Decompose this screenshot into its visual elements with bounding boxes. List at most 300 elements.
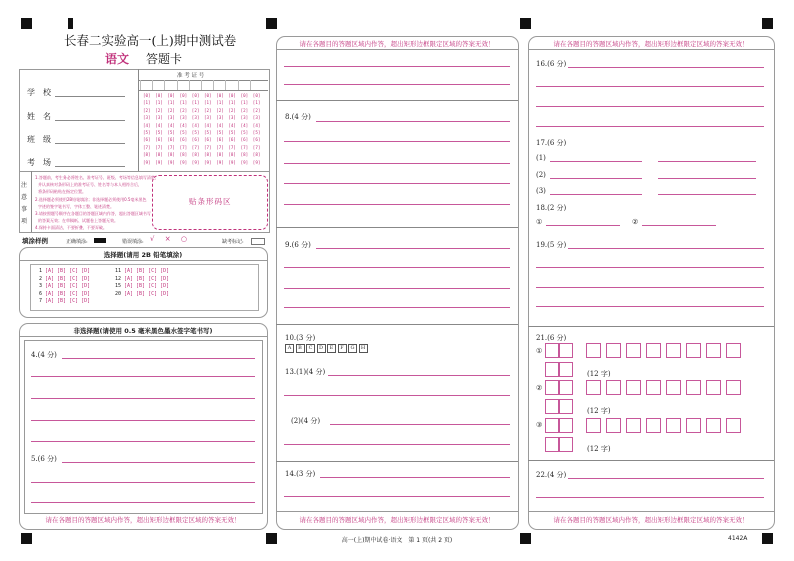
exam-digit-bubble[interactable]: [3] bbox=[216, 115, 224, 121]
exam-digit-bubble[interactable]: [0] bbox=[216, 93, 224, 98]
exam-digit-bubble[interactable]: [1] bbox=[240, 100, 249, 106]
answer-line[interactable] bbox=[62, 358, 255, 359]
exam-digit-bubble[interactable]: [3] bbox=[204, 115, 212, 121]
choice-number: 15 bbox=[115, 283, 122, 289]
q10-option-box[interactable]: D bbox=[317, 344, 326, 353]
exam-digit-bubble[interactable]: [4] bbox=[143, 122, 151, 128]
exam-digit-bubble[interactable]: [0] bbox=[155, 93, 163, 98]
choice-options[interactable]: [A] [B] [C] [D] bbox=[45, 275, 91, 282]
answer-line[interactable] bbox=[284, 496, 510, 497]
choice-number: 3 bbox=[39, 283, 43, 289]
char-box[interactable] bbox=[586, 343, 601, 358]
cross-icon: × bbox=[164, 235, 171, 243]
exam-digit-bubble[interactable]: [5] bbox=[204, 130, 212, 135]
notice-line: 1.答题前，考生务必将姓名、准考证号、班级、考场等信息填写清楚， bbox=[35, 175, 159, 180]
exam-digit-bubble[interactable]: [3] bbox=[143, 115, 151, 121]
exam-digit-bubble[interactable]: [5] bbox=[216, 130, 224, 135]
correct-fill-sample bbox=[94, 238, 106, 243]
question-19: 19.(5 分) bbox=[536, 241, 567, 249]
exam-digit-bubble[interactable]: [4] bbox=[204, 122, 212, 128]
q18-sub-2: ② bbox=[632, 218, 639, 226]
field-class: 班 级 bbox=[27, 135, 51, 144]
exam-digit-bubble[interactable]: [6] bbox=[167, 137, 175, 143]
exam-number-column-divider bbox=[213, 80, 214, 90]
circle-icon: ○ bbox=[180, 235, 187, 243]
answer-line[interactable] bbox=[284, 267, 510, 268]
choice-number: 11 bbox=[115, 268, 122, 274]
exam-digit-bubble[interactable]: [0] bbox=[228, 93, 236, 98]
exam-digit-bubble[interactable]: [5] bbox=[240, 130, 249, 135]
exam-digit-bubble[interactable]: [4] bbox=[216, 122, 224, 128]
char-box[interactable] bbox=[686, 380, 701, 395]
char-box[interactable] bbox=[666, 343, 681, 358]
answer-line[interactable] bbox=[31, 482, 255, 483]
wrong-fill-samples bbox=[150, 235, 187, 243]
answer-line[interactable] bbox=[536, 497, 764, 498]
answer-line[interactable] bbox=[536, 106, 764, 107]
answer-line[interactable] bbox=[31, 376, 255, 377]
answer-line[interactable] bbox=[658, 178, 756, 179]
exam-digit-bubble[interactable]: [1] bbox=[143, 100, 151, 106]
divider bbox=[31, 171, 32, 232]
char-box[interactable] bbox=[646, 380, 661, 395]
answer-line[interactable] bbox=[284, 66, 510, 67]
answer-line[interactable] bbox=[658, 161, 756, 162]
q21-count-2: (12 字) bbox=[587, 407, 611, 415]
notice-line: 并认真核对条形码上的准考证号、姓名等与本人相符合后， bbox=[38, 182, 142, 188]
answer-line[interactable] bbox=[536, 86, 764, 87]
answer-line[interactable] bbox=[546, 225, 620, 226]
question-10: 10.(3 分) bbox=[285, 334, 316, 342]
registration-mark bbox=[266, 533, 277, 544]
exam-digit-bubble[interactable]: [7] bbox=[155, 144, 163, 150]
exam-digit-bubble[interactable]: [4] bbox=[179, 122, 188, 128]
answer-box bbox=[24, 340, 263, 514]
exam-digit-bubble[interactable]: [2] bbox=[179, 107, 188, 113]
exam-digit-bubble[interactable]: [8] bbox=[228, 152, 236, 158]
exam-digit-bubble[interactable]: [5] bbox=[228, 130, 236, 135]
exam-digit-bubble[interactable]: [0] bbox=[204, 93, 212, 98]
answer-line[interactable] bbox=[62, 462, 255, 463]
registration-mark bbox=[21, 533, 32, 544]
answer-line[interactable] bbox=[31, 441, 255, 442]
notice-line: 2.选择题必须使用2B铅笔填涂；非选择题必须使用0.5毫米黑色 bbox=[35, 196, 147, 202]
warning-text: 请在各题目的答题区域内作答，超出矩形边框限定区域的答案无效！ bbox=[299, 40, 495, 48]
exam-digit-bubble[interactable]: [9] bbox=[191, 159, 200, 165]
q10-option-box[interactable]: H bbox=[359, 344, 368, 353]
exam-digit-bubble[interactable]: [5] bbox=[179, 130, 188, 135]
exam-digit-bubble[interactable]: [8] bbox=[216, 152, 224, 158]
answer-line[interactable] bbox=[568, 478, 764, 479]
char-box[interactable] bbox=[666, 380, 681, 395]
answer-line[interactable] bbox=[330, 424, 510, 425]
class-input-line[interactable] bbox=[55, 143, 125, 144]
char-box[interactable] bbox=[726, 418, 741, 433]
question-13-2: (2)(4 分) bbox=[291, 417, 321, 425]
answer-line[interactable] bbox=[550, 194, 642, 195]
choice-number: 12 bbox=[115, 275, 122, 282]
exam-digit-bubble[interactable]: [7] bbox=[216, 144, 224, 150]
exam-digit-bubble[interactable]: [5] bbox=[191, 130, 200, 135]
exam-digit-bubble[interactable]: [7] bbox=[191, 144, 200, 150]
exam-digit-bubble[interactable]: [8] bbox=[155, 152, 163, 158]
exam-digit-bubble[interactable]: [7] bbox=[143, 144, 151, 150]
char-box[interactable] bbox=[586, 418, 601, 433]
exam-number-column-divider bbox=[250, 80, 251, 90]
room-input-line[interactable] bbox=[55, 166, 125, 167]
choice-number: 1 bbox=[39, 268, 43, 274]
char-box[interactable] bbox=[686, 343, 701, 358]
char-box[interactable] bbox=[626, 380, 641, 395]
exam-digit-bubble[interactable]: [7] bbox=[167, 144, 175, 150]
exam-digit-bubble[interactable]: [6] bbox=[179, 137, 188, 143]
char-box[interactable] bbox=[706, 380, 721, 395]
char-box[interactable] bbox=[606, 380, 621, 395]
exam-no-label: 准 考 证 号 bbox=[177, 73, 205, 79]
exam-number-column-divider bbox=[177, 80, 178, 90]
exam-digit-bubble[interactable]: [5] bbox=[143, 130, 151, 135]
divider bbox=[138, 80, 268, 81]
exam-digit-bubble[interactable]: [0] bbox=[252, 93, 261, 98]
answer-line[interactable] bbox=[536, 126, 764, 127]
char-box[interactable] bbox=[706, 343, 721, 358]
char-box[interactable] bbox=[686, 418, 701, 433]
question-22: 22.(4 分) bbox=[536, 471, 567, 479]
divider bbox=[276, 461, 518, 462]
answer-line[interactable] bbox=[284, 288, 510, 289]
char-box[interactable] bbox=[558, 362, 573, 377]
exam-digit-bubble[interactable]: [9] bbox=[204, 159, 212, 165]
notice-label: 注意事项 bbox=[21, 182, 28, 225]
question-14: 14.(3 分) bbox=[285, 470, 316, 478]
card-title: 答题卡 bbox=[146, 52, 183, 66]
question-16: 16.(6 分) bbox=[536, 60, 567, 68]
divider bbox=[528, 326, 774, 327]
divider bbox=[276, 227, 518, 228]
exam-digit-bubble[interactable]: [9] bbox=[228, 159, 236, 165]
exam-digit-bubble[interactable]: [0] bbox=[143, 93, 151, 98]
divider bbox=[138, 69, 139, 171]
exam-digit-bubble[interactable]: [0] bbox=[167, 93, 175, 98]
q10-option-box[interactable]: E bbox=[327, 344, 336, 353]
answer-line[interactable] bbox=[31, 398, 255, 399]
exam-digit-bubble[interactable]: [2] bbox=[155, 107, 163, 113]
char-box[interactable] bbox=[586, 380, 601, 395]
registration-mark bbox=[762, 533, 773, 544]
exam-digit-bubble[interactable]: [8] bbox=[167, 152, 175, 158]
divider bbox=[528, 49, 774, 50]
barcode-label: 贴条形码区 bbox=[189, 197, 232, 206]
notice-line: 4.保持卡面清洁，不要折叠，不要弄破。 bbox=[35, 225, 107, 231]
divider bbox=[276, 324, 518, 325]
choice-options[interactable]: [A] [B] [C] [D] bbox=[45, 290, 91, 297]
exam-digit-bubble[interactable]: [1] bbox=[228, 100, 236, 106]
registration-mark bbox=[266, 18, 277, 29]
exam-digit-bubble[interactable]: [9] bbox=[216, 159, 224, 165]
char-box[interactable] bbox=[558, 437, 573, 452]
exam-digit-bubble[interactable]: [3] bbox=[155, 115, 163, 121]
exam-digit-bubble[interactable]: [3] bbox=[228, 115, 236, 121]
exam-number-column-divider bbox=[164, 80, 165, 90]
q17-sub-1: (1) bbox=[536, 154, 546, 162]
answer-line[interactable] bbox=[284, 141, 510, 142]
choice-number: 2 bbox=[39, 275, 43, 282]
char-box[interactable] bbox=[726, 343, 741, 358]
exam-digit-bubble[interactable]: [1] bbox=[191, 100, 200, 106]
field-room: 考 场 bbox=[27, 158, 51, 167]
warning-text: 请在各题目的答题区域内作答，超出矩形边框限定区域的答案无效！ bbox=[553, 40, 749, 48]
wrong-fill-label: 错误填涂: bbox=[122, 239, 144, 245]
exam-digit-bubble[interactable]: [1] bbox=[204, 100, 212, 106]
char-box[interactable] bbox=[706, 418, 721, 433]
q21-sub-1: ① bbox=[536, 347, 543, 355]
exam-digit-bubble[interactable]: [5] bbox=[252, 130, 261, 135]
exam-number-column-divider bbox=[140, 80, 141, 90]
exam-digit-bubble[interactable]: [8] bbox=[204, 152, 212, 158]
answer-line[interactable] bbox=[642, 225, 716, 226]
q21-count-3: (12 字) bbox=[587, 445, 611, 453]
char-box[interactable] bbox=[726, 380, 741, 395]
registration-mark bbox=[520, 18, 531, 29]
fill-sample-label: 填涂样例 bbox=[22, 237, 48, 245]
char-box[interactable] bbox=[666, 418, 681, 433]
exam-digit-bubble[interactable]: [6] bbox=[204, 137, 212, 143]
divider bbox=[19, 260, 267, 261]
exam-digit-bubble[interactable]: [7] bbox=[204, 144, 212, 150]
subject-title: 语文 bbox=[105, 52, 130, 66]
exam-number-column-divider bbox=[238, 80, 239, 90]
exam-digit-bubble[interactable]: [3] bbox=[167, 115, 175, 121]
q10-option-box[interactable]: B bbox=[296, 344, 305, 353]
q17-sub-2: (2) bbox=[536, 171, 546, 179]
question-5: 5.(6 分) bbox=[31, 455, 57, 463]
exam-digit-bubble[interactable]: [3] bbox=[179, 115, 188, 121]
school-input-line[interactable] bbox=[55, 96, 125, 97]
choice-options[interactable]: [A] [B] [C] [D] bbox=[45, 298, 91, 304]
answer-line[interactable] bbox=[316, 248, 510, 249]
exam-digit-bubble[interactable]: [9] bbox=[252, 159, 261, 165]
exam-digit-bubble[interactable]: [0] bbox=[240, 93, 249, 98]
q18-sub-1: ① bbox=[536, 218, 543, 226]
divider bbox=[276, 100, 518, 101]
exam-digit-bubble[interactable]: [2] bbox=[143, 107, 151, 113]
question-13-1: 13.(1)(4 分) bbox=[285, 368, 326, 376]
exam-number-column-divider bbox=[152, 80, 153, 90]
choice-options[interactable]: [A] [B] [C] [D] bbox=[124, 275, 170, 282]
exam-digit-bubble[interactable]: [9] bbox=[155, 159, 163, 165]
choice-title: 选择题(请用 2B 铅笔填涂) bbox=[103, 251, 183, 259]
choice-number: 6 bbox=[39, 290, 43, 297]
exam-digit-bubble[interactable]: [4] bbox=[252, 122, 261, 128]
answer-line[interactable] bbox=[320, 477, 510, 478]
exam-digit-bubble[interactable]: [7] bbox=[228, 144, 236, 150]
char-box[interactable] bbox=[558, 343, 573, 358]
warning-text: 请在各题目的答题区域内作答，超出矩形边框限定区域的答案无效！ bbox=[45, 516, 241, 524]
registration-mark bbox=[762, 18, 773, 29]
exam-digit-bubble[interactable]: [7] bbox=[179, 144, 188, 150]
answer-line[interactable] bbox=[536, 287, 764, 288]
check-icon: √ bbox=[150, 235, 155, 243]
choice-number: 20 bbox=[115, 290, 122, 297]
exam-digit-bubble[interactable]: [2] bbox=[252, 107, 261, 113]
choice-options[interactable]: [A] [B] [C] [D] bbox=[124, 283, 170, 289]
notice-line: 的答案无效；在草稿纸、试题卷上答题无效。 bbox=[38, 218, 118, 224]
exam-number-column-divider bbox=[225, 80, 226, 90]
answer-line[interactable] bbox=[568, 67, 764, 68]
exam-digit-bubble[interactable]: [8] bbox=[240, 152, 249, 158]
char-box[interactable] bbox=[558, 380, 573, 395]
divider bbox=[138, 90, 268, 91]
divider bbox=[276, 511, 518, 512]
exam-digit-bubble[interactable]: [6] bbox=[155, 137, 163, 143]
exam-digit-bubble[interactable]: [8] bbox=[143, 152, 151, 158]
column-3-panel bbox=[528, 36, 775, 530]
char-box[interactable] bbox=[646, 418, 661, 433]
exam-digit-bubble[interactable]: [3] bbox=[191, 115, 200, 121]
exam-digit-bubble[interactable]: [0] bbox=[179, 93, 188, 98]
answer-line[interactable] bbox=[658, 194, 756, 195]
exam-digit-bubble[interactable]: [8] bbox=[179, 152, 188, 158]
answer-line[interactable] bbox=[284, 307, 510, 308]
school-exam-title: 长春二实验高一(上)期中测试卷 bbox=[64, 33, 237, 48]
exam-digit-bubble[interactable]: [1] bbox=[167, 100, 175, 106]
correct-fill-label: 正确填涂: bbox=[66, 239, 88, 245]
notice-line: 将条形码粘贴在指定位置。 bbox=[38, 189, 86, 195]
char-box[interactable] bbox=[606, 418, 621, 433]
exam-digit-bubble[interactable]: [2] bbox=[167, 107, 175, 113]
answer-line[interactable] bbox=[328, 375, 510, 376]
choice-options[interactable]: [A] [B] [C] [D] bbox=[45, 268, 91, 274]
choice-options[interactable]: [A] [B] [C] [D] bbox=[124, 268, 170, 274]
exam-digit-bubble[interactable]: [4] bbox=[167, 122, 175, 128]
question-21: 21.(6 分) bbox=[536, 334, 567, 342]
char-box[interactable] bbox=[646, 343, 661, 358]
answer-line[interactable] bbox=[284, 395, 510, 396]
exam-digit-bubble[interactable]: [1] bbox=[179, 100, 188, 106]
exam-digit-bubble[interactable]: [4] bbox=[240, 122, 249, 128]
q10-option-box[interactable]: F bbox=[338, 344, 347, 353]
answer-line[interactable] bbox=[31, 502, 255, 503]
exam-digit-bubble[interactable]: [7] bbox=[252, 144, 261, 150]
exam-digit-bubble[interactable]: [2] bbox=[240, 107, 249, 113]
question-4: 4.(4 分) bbox=[31, 351, 57, 359]
exam-digit-bubble[interactable]: [9] bbox=[143, 159, 151, 165]
exam-digit-bubble[interactable]: [6] bbox=[191, 137, 200, 143]
answer-line[interactable] bbox=[536, 267, 764, 268]
answer-line[interactable] bbox=[550, 161, 642, 162]
card-code: 4142A bbox=[728, 535, 748, 542]
choice-options[interactable]: [A] [B] [C] [D] bbox=[45, 283, 91, 289]
char-box[interactable] bbox=[558, 418, 573, 433]
exam-digit-bubble[interactable]: [3] bbox=[252, 115, 261, 121]
registration-mark bbox=[21, 18, 32, 29]
exam-digit-bubble[interactable]: [9] bbox=[179, 159, 188, 165]
choice-options[interactable]: [A] [B] [C] [D] bbox=[124, 290, 170, 297]
exam-digit-bubble[interactable]: [1] bbox=[216, 100, 224, 106]
warning-text: 请在各题目的答题区域内作答，超出矩形边框限定区域的答案无效！ bbox=[553, 516, 749, 524]
answer-line[interactable] bbox=[284, 183, 510, 184]
exam-number-column-divider bbox=[201, 80, 202, 90]
divider bbox=[528, 511, 774, 512]
divider bbox=[19, 336, 267, 337]
exam-digit-bubble[interactable]: [3] bbox=[240, 115, 249, 121]
exam-digit-bubble[interactable]: [0] bbox=[191, 93, 200, 98]
notice-line: 3.请按照题号顺序在各题目的答题区域内作答，超出答题区域书写 bbox=[35, 211, 151, 216]
char-box[interactable] bbox=[606, 343, 621, 358]
exam-digit-bubble[interactable]: [9] bbox=[167, 159, 175, 165]
exam-digit-bubble[interactable]: [2] bbox=[191, 107, 200, 113]
answer-line[interactable] bbox=[284, 204, 510, 205]
exam-digit-bubble[interactable]: [4] bbox=[228, 122, 236, 128]
q10-option-box[interactable]: G bbox=[348, 344, 357, 353]
question-18: 18.(2 分) bbox=[536, 204, 567, 212]
name-input-line[interactable] bbox=[55, 120, 125, 121]
q10-option-box[interactable]: C bbox=[306, 344, 315, 353]
exam-digit-bubble[interactable]: [8] bbox=[191, 152, 200, 158]
question-9: 9.(6 分) bbox=[285, 241, 311, 249]
notice-line: 字迹的签字笔书写，字体工整、笔迹清楚。 bbox=[38, 203, 114, 209]
exam-digit-bubble[interactable]: [6] bbox=[143, 137, 151, 143]
nonchoice-title: 非选择题(请使用 0.5 毫米黑色墨水签字笔书写) bbox=[73, 327, 213, 335]
exam-digit-bubble[interactable]: [5] bbox=[167, 130, 175, 135]
registration-mark bbox=[520, 533, 531, 544]
exam-digit-bubble[interactable]: [5] bbox=[155, 130, 163, 135]
exam-digit-bubble[interactable]: [2] bbox=[204, 107, 212, 113]
exam-digit-bubble[interactable]: [6] bbox=[240, 137, 249, 143]
answer-line[interactable] bbox=[284, 163, 510, 164]
answer-line[interactable] bbox=[316, 121, 510, 122]
timing-mark bbox=[68, 18, 73, 29]
divider bbox=[528, 460, 774, 461]
exam-digit-bubble[interactable]: [7] bbox=[240, 144, 249, 150]
exam-number-column-divider bbox=[189, 80, 190, 90]
exam-digit-bubble[interactable]: [1] bbox=[155, 100, 163, 106]
answer-line[interactable] bbox=[31, 420, 255, 421]
char-box[interactable] bbox=[558, 399, 573, 414]
exam-digit-bubble[interactable]: [1] bbox=[252, 100, 261, 106]
char-box[interactable] bbox=[626, 343, 641, 358]
q17-sub-3: (3) bbox=[536, 187, 546, 195]
exam-digit-bubble[interactable]: [8] bbox=[252, 152, 261, 158]
column-2-panel bbox=[276, 36, 519, 530]
missing-label: 缺考标记: bbox=[222, 239, 244, 245]
q21-sub-3: ③ bbox=[536, 421, 543, 429]
answer-line[interactable] bbox=[284, 444, 510, 445]
divider bbox=[276, 49, 518, 50]
exam-digit-bubble[interactable]: [4] bbox=[155, 122, 163, 128]
page-footer: 高一(上)期中试卷·语文 第 1 页(共 2 页) bbox=[341, 537, 453, 544]
exam-digit-bubble[interactable]: [9] bbox=[240, 159, 249, 165]
exam-digit-bubble[interactable]: [2] bbox=[228, 107, 236, 113]
exam-digit-bubble[interactable]: [4] bbox=[191, 122, 200, 128]
answer-line[interactable] bbox=[550, 178, 642, 179]
char-box[interactable] bbox=[626, 418, 641, 433]
q10-option-box[interactable]: A bbox=[285, 344, 294, 353]
exam-digit-bubble[interactable]: [6] bbox=[228, 137, 236, 143]
question-17: 17.(6 分) bbox=[536, 139, 567, 147]
choice-number: 7 bbox=[39, 298, 43, 304]
exam-digit-bubble[interactable]: [6] bbox=[252, 137, 261, 143]
answer-line[interactable] bbox=[568, 248, 764, 249]
answer-line[interactable] bbox=[536, 306, 764, 307]
q21-count-1: (12 字) bbox=[587, 370, 611, 378]
answer-line[interactable] bbox=[284, 84, 510, 85]
field-name: 姓 名 bbox=[27, 112, 51, 121]
missing-mark-box[interactable] bbox=[251, 238, 265, 245]
exam-digit-bubble[interactable]: [2] bbox=[216, 107, 224, 113]
question-8: 8.(4 分) bbox=[285, 113, 311, 121]
exam-digit-bubble[interactable]: [6] bbox=[216, 137, 224, 143]
